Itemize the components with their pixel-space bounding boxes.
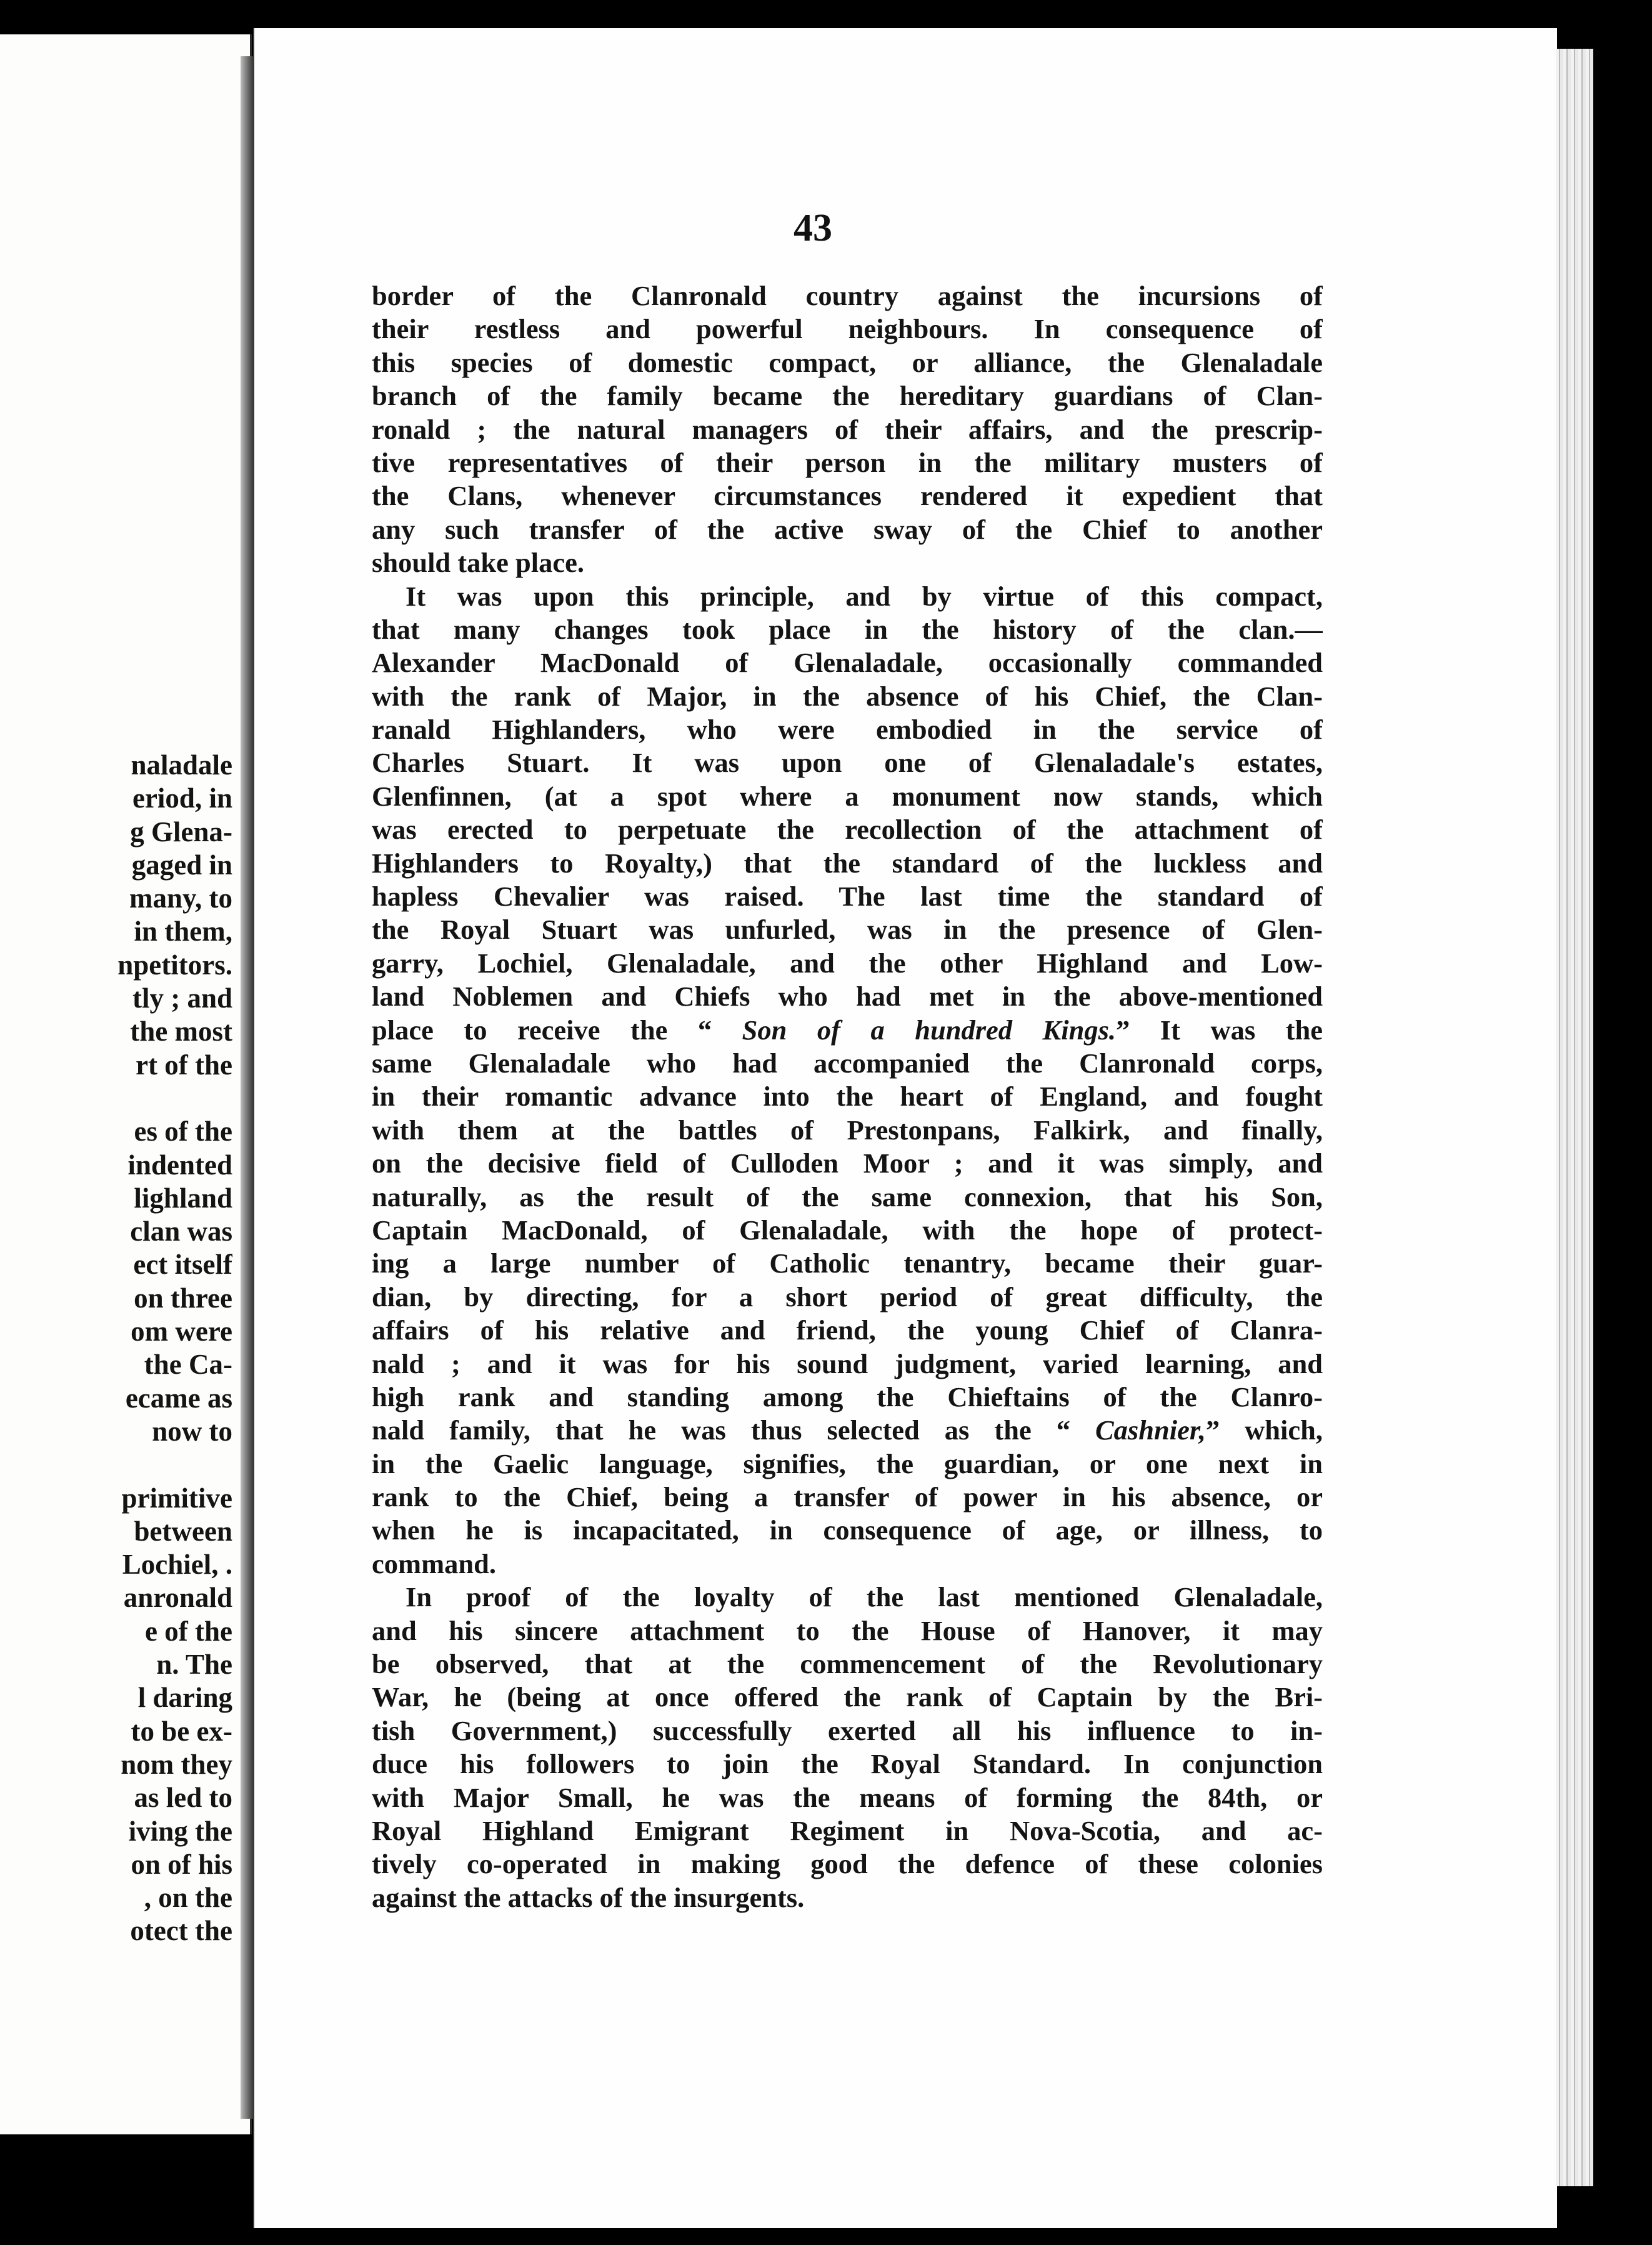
body-line: command. xyxy=(372,1548,497,1579)
body-line: their restless and powerful neighbours. In consequence of xyxy=(372,313,1323,345)
left-page-line: Lochiel, . xyxy=(122,1549,232,1581)
left-page-line: primitive xyxy=(121,1482,232,1514)
left-page-line: g Glena- xyxy=(130,816,232,848)
body-line: that many changes took place in the history of the clan.— xyxy=(372,613,1323,645)
left-page-line: now to xyxy=(152,1415,232,1447)
left-page-line: nom they xyxy=(121,1748,232,1780)
body-line: duce his followers to join the Royal Standard. In conjunction xyxy=(372,1748,1323,1780)
left-page-line: iving the xyxy=(128,1815,232,1847)
body-line: land Noblemen and Chiefs who had met in the above-mentioned xyxy=(372,981,1323,1012)
body-line: with the rank of Major, in the absence of his Chief, the Clan- xyxy=(372,680,1323,712)
page-number: 43 xyxy=(794,207,832,249)
body-line: In proof of the loyalty of the last mentioned Glenaladale, xyxy=(406,1581,1323,1613)
body-line: Glenfinnen, (at a spot where a monument now stands, which xyxy=(372,780,1323,812)
body-line: any such transfer of the active sway of the Chief to another xyxy=(372,513,1323,545)
body-line: this species of domestic compact, or alliance, the Glenaladale xyxy=(372,346,1323,378)
left-page-line: indented xyxy=(127,1149,232,1181)
left-page-line xyxy=(0,1448,232,1481)
body-line: Royal Highland Emigrant Regiment in Nova-Scotia, and ac- xyxy=(372,1814,1323,1846)
left-page-line: rt of the xyxy=(136,1049,232,1081)
body-line: branch of the family became the hereditary guardians of Clan- xyxy=(372,380,1323,412)
body-line: when he is incapacitated, in consequence of age, or illness, to xyxy=(372,1514,1323,1546)
body-line: border of the Clanronald country against the incursions of xyxy=(372,280,1323,311)
left-page-line: eriod, in xyxy=(132,782,232,814)
body-line: tively co-operated in making good the defence of these colonies xyxy=(372,1848,1323,1880)
body-line: hapless Chevalier was raised. The last time the standard of xyxy=(372,881,1323,912)
body-line: garry, Lochiel, Glenaladale, and the other Highland and Low- xyxy=(372,947,1323,979)
body-line: same Glenaladale who had accompanied the Clanronald corps, xyxy=(372,1047,1323,1079)
left-page-line: npetitors. xyxy=(117,949,232,981)
left-page-line: gaged in xyxy=(131,849,232,881)
book-gutter xyxy=(241,56,254,2119)
left-page-line: otect the xyxy=(130,1915,232,1947)
body-line: was erected to perpetuate the recollection of the attachment of xyxy=(372,814,1323,846)
body-line: should take place. xyxy=(372,547,584,579)
left-page-line: on three xyxy=(134,1282,232,1314)
body-line: ranald Highlanders, who were embodied in the service of xyxy=(372,714,1323,746)
body-line: the Clans, whenever circumstances rendered it expedient that xyxy=(372,480,1323,512)
body-line: Charles Stuart. It was upon one of Glenaladale's estates, xyxy=(372,747,1323,779)
left-facing-page xyxy=(0,34,252,2134)
left-page-line: lighland xyxy=(134,1182,232,1214)
left-page-line: the most xyxy=(130,1016,232,1048)
left-page-text-column xyxy=(0,749,232,1948)
body-line: with them at the battles of Prestonpans, Falkirk, and finally, xyxy=(372,1114,1323,1146)
left-page-line: ecame as xyxy=(125,1382,232,1414)
body-line: affairs of his relative and friend, the young Chief of Clanra- xyxy=(372,1314,1323,1346)
body-line: tive representatives of their person in the military musters of xyxy=(372,446,1323,478)
body-line: on the decisive field of Culloden Moor ; and it was simply, and xyxy=(372,1148,1323,1179)
body-line: Alexander MacDonald of Glenaladale, occasionally commanded xyxy=(372,647,1323,679)
left-page-line: to be ex- xyxy=(131,1715,232,1747)
body-line: and his sincere attachment to the House of Hanover, it may xyxy=(372,1614,1323,1646)
left-page-line: the Ca- xyxy=(144,1349,232,1381)
left-page-line: in them, xyxy=(134,916,232,948)
body-line: War, he (being at once offered the rank of Captain by the Bri- xyxy=(372,1681,1323,1713)
body-line: place to receive the “ Son of a hundred Kings.” It was the xyxy=(372,1014,1323,1046)
left-page-line: on of his xyxy=(131,1848,232,1880)
body-line: tish Government,) successfully exerted all his influence to in- xyxy=(372,1714,1323,1746)
left-page-line: ect itself xyxy=(133,1249,232,1281)
left-page-line: n. The xyxy=(156,1649,232,1681)
body-line: rank to the Chief, being a transfer of power in his absence, or xyxy=(372,1481,1323,1513)
left-page-line: , on the xyxy=(144,1882,232,1914)
left-page-line: l daring xyxy=(137,1682,232,1714)
body-line: the Royal Stuart was unfurled, was in the presence of Glen- xyxy=(372,914,1323,946)
body-line: in their romantic advance into the heart of England, and fought xyxy=(372,1081,1323,1112)
left-page-line xyxy=(0,1082,232,1115)
body-line: against the attacks of the insurgents. xyxy=(372,1881,805,1913)
left-page-line: many, to xyxy=(129,882,232,914)
body-text xyxy=(372,279,1323,1914)
body-line: in the Gaelic language, signifies, the guardian, or one next in xyxy=(372,1448,1323,1479)
left-page-line: es of the xyxy=(134,1116,232,1148)
body-line: It was upon this principle, and by virtue of this compact, xyxy=(406,580,1323,612)
body-line: Captain MacDonald, of Glenaladale, with the hope of protect- xyxy=(372,1214,1323,1246)
body-line: be observed, that at the commencement of the Revolutionary xyxy=(372,1648,1323,1680)
left-page-line: om were xyxy=(131,1316,232,1348)
left-page-line: e of the xyxy=(145,1615,232,1647)
left-page-line: naladale xyxy=(131,749,232,781)
page-edges xyxy=(1556,49,1593,2186)
left-page-line: as led to xyxy=(134,1782,232,1814)
left-page-line: anronald xyxy=(123,1582,232,1614)
body-line: with Major Small, he was the means of forming the 84th, or xyxy=(372,1781,1323,1813)
body-line: naturally, as the result of the same connexion, that his Son, xyxy=(372,1181,1323,1212)
body-line: nald family, that he was thus selected as the “ Cashnier,” which, xyxy=(372,1414,1323,1446)
body-line: high rank and standing among the Chieftains of the Clanro- xyxy=(372,1381,1323,1412)
body-line: dian, by directing, for a short period of great difficulty, the xyxy=(372,1281,1323,1312)
left-page-line: tly ; and xyxy=(132,982,232,1014)
body-line: ing a large number of Catholic tenantry, became their guar- xyxy=(372,1248,1323,1279)
left-page-line: clan was xyxy=(130,1216,232,1248)
body-line: Highlanders to Royalty,) that the standard of the luckless and xyxy=(372,847,1323,879)
body-line: ronald ; the natural managers of their affairs, and the prescrip- xyxy=(372,413,1323,445)
left-page-line: between xyxy=(134,1515,232,1547)
body-line: nald ; and it was for his sound judgment, varied learning, and xyxy=(372,1348,1323,1379)
